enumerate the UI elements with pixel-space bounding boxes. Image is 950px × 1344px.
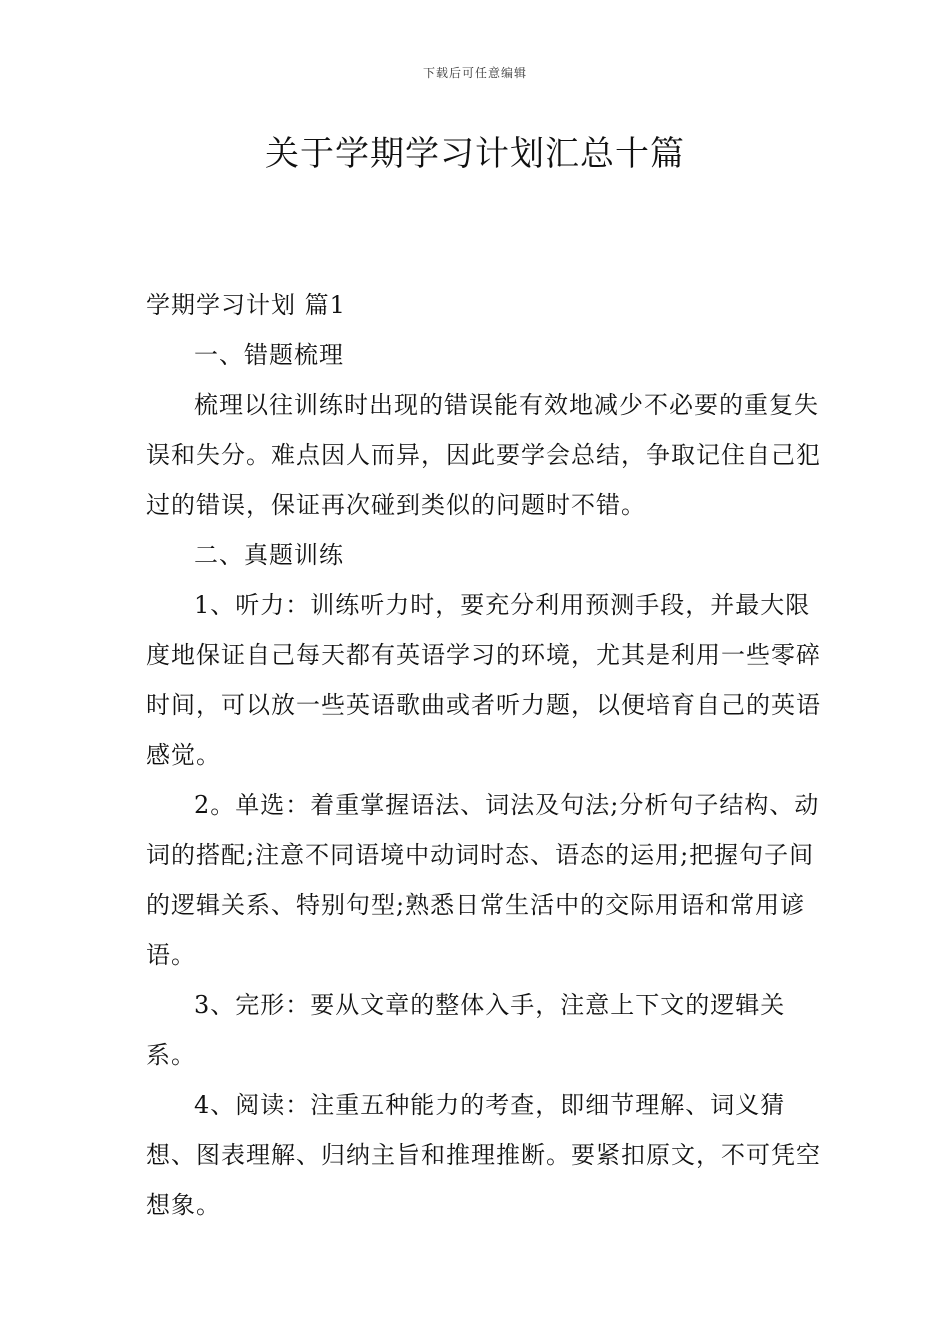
section-heading: 学期学习计划 篇1 bbox=[146, 291, 346, 319]
paragraph-reading: 4、阅读：注重五种能力的考查，即细节理解、词义猜想、图表理解、归纳主旨和推理推断。要紧扣原文，不可凭空想象。 bbox=[146, 1091, 821, 1219]
paragraph-error-review: 梳理以往训练时出现的错误能有效地减少不必要的重复失误和失分。难点因人而异，因此要学会总结，争取记住自己犯过的错误，保证再次碰到类似的问题时不错。 bbox=[146, 391, 821, 519]
subheading-error-review: 一、错题梳理 bbox=[194, 341, 344, 369]
paragraph-single-choice: 2。单选：着重掌握语法、词法及句法;分析句子结构、动词的搭配;注意不同语境中动词时态、语态的运用;把握句子间的逻辑关系、特别句型;熟悉日常生活中的交际用语和常用谚语。 bbox=[146, 791, 820, 969]
paragraph-listening: 1、听力：训练听力时，要充分利用预测手段，并最大限度地保证自己每天都有英语学习的环境，尤其是利用一些零碎时间，可以放一些英语歌曲或者听力题，以便培育自己的英语感觉。 bbox=[146, 591, 821, 769]
header-note: 下载后可任意编辑 bbox=[422, 66, 527, 80]
document-title: 关于学期学习计划汇总十篇 bbox=[265, 134, 685, 174]
document-body bbox=[146, 280, 826, 1230]
paragraph-cloze: 3、完形：要从文章的整体入手，注意上下文的逻辑关系。 bbox=[146, 991, 786, 1069]
subheading-past-exam-practice: 二、真题训练 bbox=[194, 541, 344, 569]
